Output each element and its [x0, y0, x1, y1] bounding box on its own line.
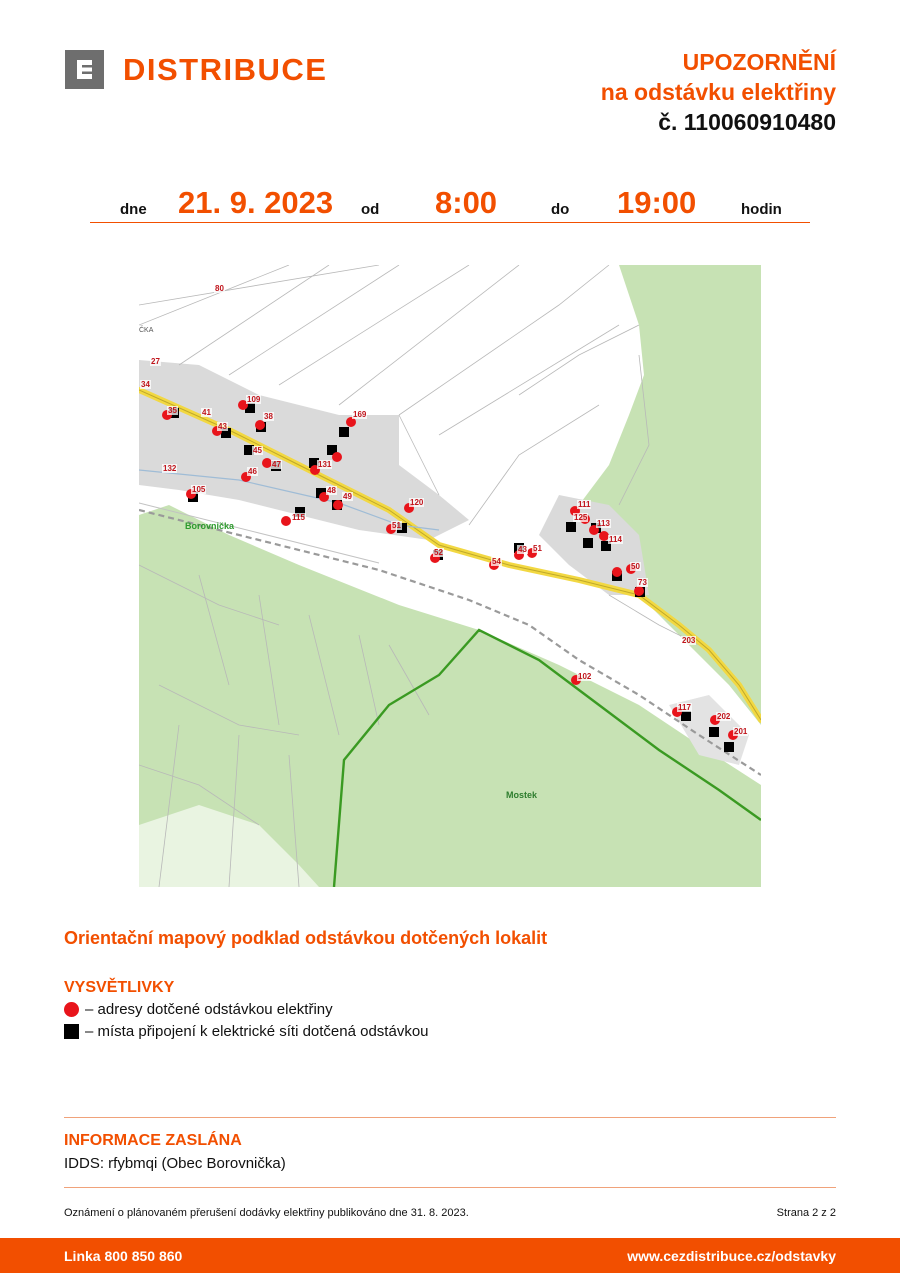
- info-title: INFORMACE ZASLÁNA: [64, 1132, 242, 1149]
- page-number: Strana 2 z 2: [776, 1207, 836, 1219]
- company-logo: [65, 50, 327, 89]
- house-number-label: 50: [631, 562, 640, 571]
- house-number-label: 125: [574, 513, 588, 522]
- house-number-label: 34: [141, 380, 150, 389]
- to-label: do: [551, 201, 570, 218]
- footer-bar: [0, 1238, 900, 1273]
- house-number-label: 201: [734, 727, 748, 736]
- legend-connections-text: – místa připojení k elektrické síti dotčená odstávkou: [85, 1023, 429, 1040]
- brand-name: DISTRIBUCE: [123, 51, 328, 87]
- house-number-label: 41: [202, 408, 211, 417]
- house-number-label: 51: [392, 521, 401, 530]
- house-number-label: 43: [518, 545, 527, 554]
- house-number-label: 114: [609, 535, 622, 544]
- house-number-label: 80: [215, 284, 224, 293]
- house-number-label: 169: [353, 410, 367, 419]
- house-number-label: 51: [533, 544, 542, 553]
- footer-website-link[interactable]: www.cezdistribuce.cz/odstavky: [627, 1248, 836, 1264]
- notice-subtitle: na odstávku elektřiny: [600, 79, 836, 105]
- outage-date: 21. 9. 2023: [178, 185, 334, 220]
- house-number-label: 102: [578, 672, 592, 681]
- house-number-label: 117: [678, 703, 691, 712]
- house-number-label: 49: [343, 492, 352, 501]
- house-number-label: 43: [218, 422, 227, 431]
- house-number-label: 203: [682, 636, 696, 645]
- house-number-label: 132: [163, 464, 177, 473]
- map-label-village: Borovnička: [185, 521, 235, 531]
- house-number-label: 45: [253, 446, 262, 455]
- house-number-label: 105: [192, 485, 206, 494]
- published-note: Oznámení o plánovaném přerušení dodávky elektřiny publikováno dne 31. 8. 2023.: [64, 1207, 469, 1219]
- red-circle-icon: [64, 1002, 79, 1017]
- house-number-label: 52: [434, 548, 443, 557]
- house-number-label: 47: [272, 460, 281, 469]
- info-recipient: IDDS: rfybmqi (Obec Borovnička): [64, 1155, 286, 1172]
- outage-schedule: [90, 181, 810, 223]
- house-number-label: 113: [597, 519, 610, 528]
- legend-title: VYSVĚTLIVKY: [64, 979, 175, 996]
- house-number-label: 109: [247, 395, 261, 404]
- house-number-label: 73: [638, 578, 647, 587]
- legend-addresses: [64, 1001, 333, 1018]
- house-number-label: 115: [292, 513, 305, 522]
- outage-map: [139, 265, 761, 887]
- house-number-label: 111: [578, 500, 591, 509]
- house-number-label: 120: [410, 498, 424, 507]
- legend-connections: [64, 1023, 429, 1040]
- map-label-area: Mostek: [506, 790, 538, 800]
- map-caption: Orientační mapový podklad odstávkou dotčených lokalit: [64, 928, 548, 948]
- house-number-label: 27: [151, 357, 160, 366]
- notice-heading: [601, 47, 836, 137]
- day-label: dne: [120, 201, 147, 218]
- notice-number: č. 110060910480: [658, 109, 836, 135]
- notice-title: UPOZORNĚNÍ: [682, 49, 836, 75]
- black-square-icon: [64, 1024, 79, 1039]
- legend-addresses-text: – adresy dotčené odstávkou elektřiny: [85, 1001, 333, 1018]
- map-street-label: ČKA: [139, 327, 154, 334]
- map-canvas: [139, 265, 761, 887]
- hours-label: hodin: [741, 201, 782, 218]
- house-number-label: 35: [168, 406, 177, 415]
- divider-bottom: [64, 1187, 836, 1188]
- house-number-label: 38: [264, 412, 273, 421]
- from-label: od: [361, 201, 380, 218]
- house-number-label: 202: [717, 712, 731, 721]
- cez-logo-icon: [65, 50, 104, 89]
- house-number-label: 48: [327, 486, 336, 495]
- divider-top: [64, 1117, 836, 1118]
- house-number-label: 131: [318, 460, 332, 469]
- footer-hotline: Linka 800 850 860: [64, 1248, 183, 1264]
- from-time: 8:00: [435, 185, 498, 220]
- to-time: 19:00: [617, 185, 697, 220]
- house-number-label: 54: [492, 557, 501, 566]
- house-number-label: 46: [248, 467, 257, 476]
